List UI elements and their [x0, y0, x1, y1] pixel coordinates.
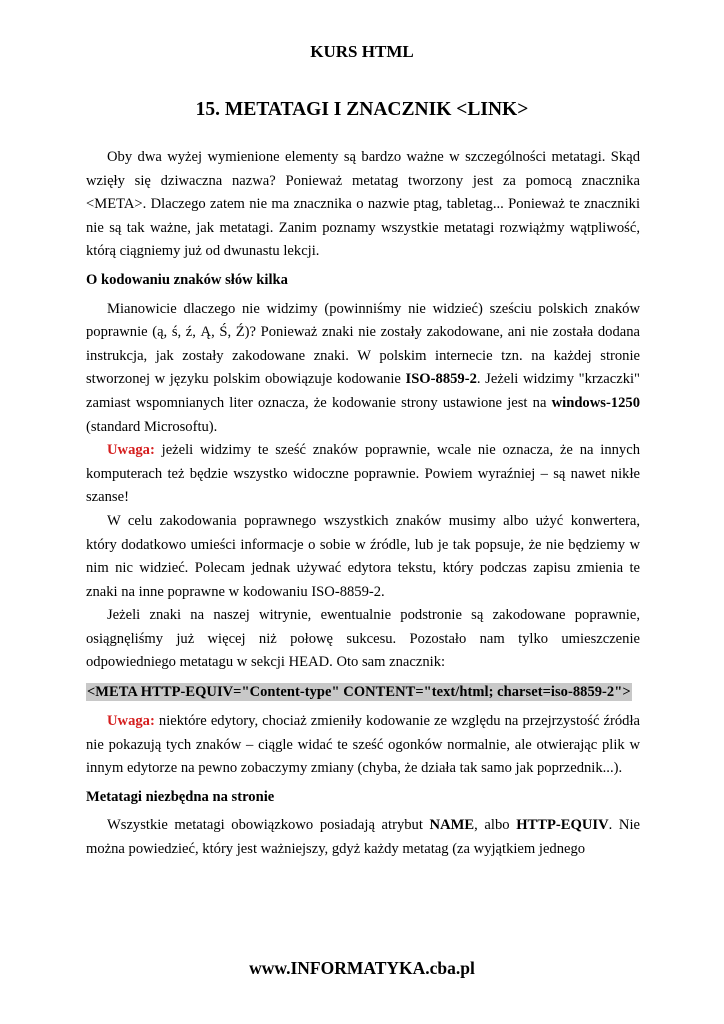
converter-paragraph: W celu zakodowania poprawnego wszystkich znaków musimy albo użyć konwertera, który dodatkowo umieści informacje o sobie w źródle, lub je tak popsuje, że nie będziemy w nim nic widzieć. Polecam jednak używać edytora tekstu, który podczas zapisu zmienia te znaki na inne poprawne w kodowaniu ISO-8859-2.: [86, 512, 640, 600]
code-example-line: [86, 681, 640, 703]
text-run: , albo: [474, 817, 517, 834]
text-run: (standard Microsoftu).: [86, 418, 218, 435]
text-run: Mianowicie dlaczego nie widzimy (powinniśmy nie widzieć) sześciu polskich znaków poprawnie (ą, ś, ź, Ą, Ś, Ź)? Ponieważ znaki nie zostały zakodowane, ani nie została dodana instrukcja, jak zostały zakodowane znaki. W polskim internecie tzn. na każdej stronie stworzonej w języku polskim obowiązuje kodowanie: [86, 300, 640, 388]
warning-label: Uwaga:: [107, 442, 155, 459]
name-attribute-term: NAME: [429, 817, 475, 834]
encoding-iso-term: ISO-8859-2: [405, 371, 477, 388]
warning-label: Uwaga:: [107, 713, 155, 730]
encoding-windows-term: windows-1250: [551, 394, 640, 411]
text-run: . Jeżeli widzimy "krzaczki" zamiast wspomnianych liter oznacza, że kodowanie strony ustawione jest na: [86, 371, 640, 411]
text-run: Wszystkie metatagi obowiązkowo posiadają atrybut: [107, 817, 430, 834]
text-run: . Nie można powiedzieć, który jest ważniejszy, gdyż każdy metatag (za wyjątkiem jednego: [86, 817, 640, 858]
warning-paragraph-1: [86, 439, 640, 510]
head-section-paragraph: Jeżeli znaki na naszej witrynie, ewentualnie podstronie są zakodowane poprawnie, osiągnęliśmy już więcej niż połowę sukcesu. Pozostało nam tylko umieszczenie odpowiedniego metatagu w sekcji HEAD. Oto sam znacznik:: [86, 607, 640, 671]
encoding-paragraph: [86, 298, 640, 440]
page-title: 15. METATAGI I ZNACZNIK <LINK>: [195, 99, 529, 120]
site-footer: www.INFORMATYKA.cba.pl: [249, 958, 475, 978]
section-heading-encoding: O kodowaniu znaków słów kilka: [86, 271, 288, 288]
intro-paragraph: Oby dwa wyżej wymienione elementy są bardzo ważne w szczególności metatagi. Skąd wzięły się dziwaczna nazwa? Ponieważ metatag tworzony jest za pomocą znacznika <META>. Dlaczego zatem nie ma znacznika o nazwie ptag, tabletag... Ponieważ te znaczniki nie są tak ważne, jak metatagi. Zanim poznamy wszystkie metatagi rozwiążmy wątpliwość, którą ciągniemy już od dwunastu lekcji.: [86, 149, 640, 260]
warning-paragraph-2: [86, 710, 640, 781]
warning-text: jeżeli widzimy te sześć znaków poprawnie, wcale nie oznacza, że na innych komputerach też będzie wszystko widoczne poprawnie. Powiem wyraźniej – są nawet nikłe szanse!: [86, 442, 640, 506]
meta-tag-code: <META HTTP-EQUIV="Content-type" CONTENT="text/html; charset=iso-8859-2">: [87, 684, 631, 701]
warning-text: niektóre edytory, chociaż zmieniły kodowanie ze względu na przejrzystość źródła nie pokazują tych znaków – ciągle widać te sześć ogonków normalnie, ale otwierając plik w innym edytorze na pewno zobaczymy zmiany (chyba, że działa tak samo jak poprzednik...).: [86, 713, 640, 777]
http-equiv-attribute-term: HTTP-EQUIV: [516, 817, 609, 834]
section-heading-required-metatags: Metatagi niezbędna na stronie: [86, 788, 275, 805]
document-body: [86, 146, 640, 862]
metatags-paragraph: [86, 814, 640, 861]
running-header: KURS HTML: [310, 42, 414, 61]
